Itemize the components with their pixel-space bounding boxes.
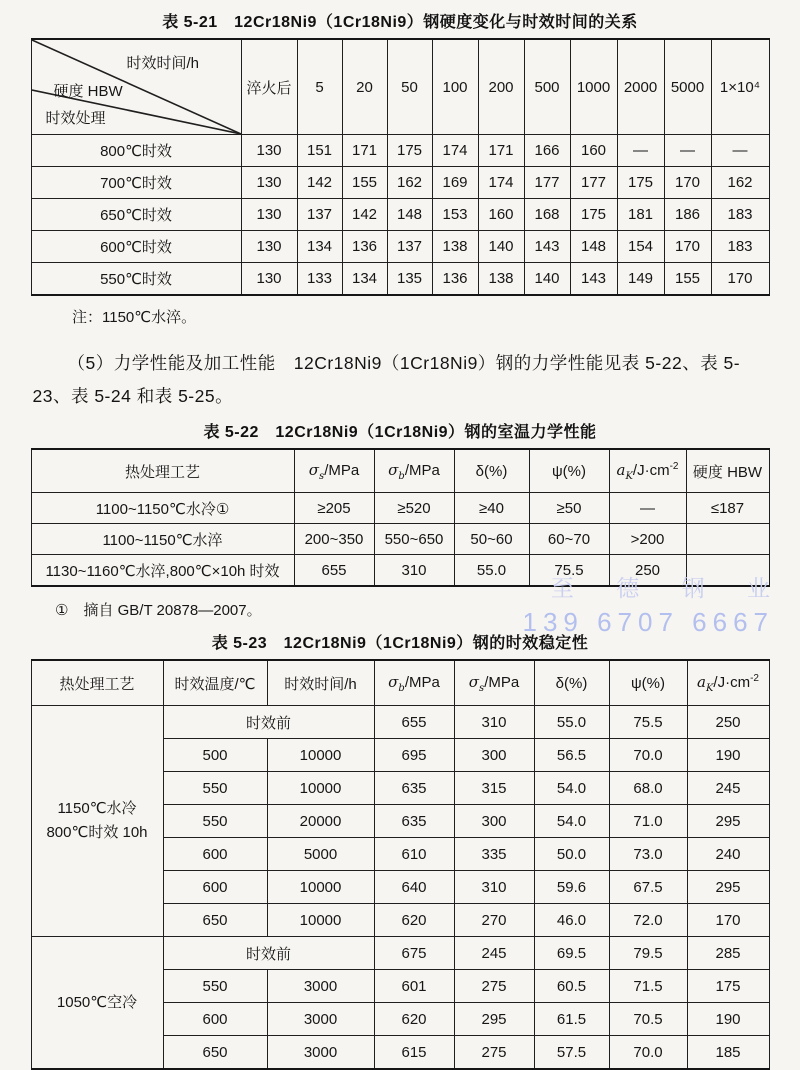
symbol-superscript: -2 [750, 672, 759, 684]
column-header: 2000 [617, 39, 664, 135]
column-header: 20 [342, 39, 387, 135]
table-cell: 160 [478, 199, 524, 231]
table-cell: 142 [342, 199, 387, 231]
column-header: 1×10⁴ [711, 39, 769, 135]
symbol-subscript: b [398, 470, 405, 482]
column-header: $\sigma_s$/MPa [294, 449, 374, 493]
table-row [31, 263, 769, 296]
table-cell: 240 [687, 838, 769, 871]
row-label: 1130~1160℃水淬,800℃×10h 时效 [31, 555, 294, 587]
table-cell: 10000 [267, 871, 374, 904]
table-cell: 10000 [267, 772, 374, 805]
row-label: 1100~1150℃水冷① [31, 493, 294, 524]
table-cell: 138 [478, 263, 524, 296]
column-header: $a_K/J\cdot cm^{-2}$ [609, 449, 686, 493]
table-cell: 75.5 [529, 555, 609, 587]
table-cell: 695 [374, 739, 454, 772]
row-label: 650℃时效 [31, 199, 241, 231]
group-label-line: 800℃时效 10h [46, 824, 148, 841]
table-cell: 171 [478, 135, 524, 167]
table-cell: 550 [163, 772, 267, 805]
table-cell: 70.0 [609, 739, 687, 772]
table-cell: ≥40 [454, 493, 529, 524]
symbol-subscript: s [319, 470, 325, 482]
table-cell: 160 [570, 135, 617, 167]
symbol: a [696, 672, 706, 691]
table-cell: 655 [294, 555, 374, 587]
table-row [31, 524, 769, 555]
table-cell: 130 [241, 135, 297, 167]
table-cell: 250 [687, 706, 769, 739]
table-cell: 59.6 [534, 871, 609, 904]
column-header: 热处理工艺 [31, 449, 294, 493]
table-cell: 640 [374, 871, 454, 904]
table-cell: 295 [687, 871, 769, 904]
table-cell: 600 [163, 838, 267, 871]
table-cell: 3000 [267, 1003, 374, 1036]
group-label-line: 1050℃空冷 [56, 993, 138, 1011]
symbol-subscript: K [705, 682, 714, 694]
table-cell: 169 [432, 167, 478, 199]
body-paragraph: （5）力学性能及加工性能 12Cr18Ni9（1Cr18Ni9）钢的力学性能见表 5-22、表 5-23、表 5-24 和表 5-25。 [32, 353, 741, 406]
table-cell: 148 [570, 231, 617, 263]
table-cell: 143 [524, 231, 570, 263]
table-cell: 162 [711, 167, 769, 199]
table-cell: 55.0 [454, 555, 529, 587]
table-cell: 155 [342, 167, 387, 199]
table-5-22-footnote: ① 摘自 GB/T 20878—2007。 [55, 602, 262, 619]
header-row [31, 39, 769, 135]
table-cell: 137 [297, 199, 342, 231]
column-header: 时效温度/℃ [163, 660, 267, 706]
table-cell: 57.5 [534, 1036, 609, 1070]
table-5-21 [31, 38, 770, 296]
table-cell: 601 [374, 970, 454, 1003]
table-cell: 142 [297, 167, 342, 199]
merged-cell: 时效前 [163, 937, 374, 970]
table-cell: 130 [241, 263, 297, 296]
table-cell: 635 [374, 772, 454, 805]
symbol-subscript: b [398, 682, 405, 694]
column-header: 淬火后 [241, 39, 297, 135]
table-5-21-title: 表 5-21 12Cr18Ni9（1Cr18Ni9）钢硬度变化与时效时间的关系 [162, 14, 638, 31]
table-cell: 650 [163, 904, 267, 937]
table-cell: 162 [387, 167, 432, 199]
table-cell: 130 [241, 231, 297, 263]
corner-label-hardness: 硬度 HBW [53, 83, 123, 100]
table-cell: 55.0 [534, 706, 609, 739]
table-cell: 250 [609, 555, 686, 587]
table-cell: 75.5 [609, 706, 687, 739]
table-row [31, 555, 769, 587]
table-cell: 133 [297, 263, 342, 296]
table-cell: 177 [524, 167, 570, 199]
table-cell: 310 [454, 871, 534, 904]
table-cell: 148 [387, 199, 432, 231]
table-cell: 168 [524, 199, 570, 231]
column-header: 5 [297, 39, 342, 135]
column-header: 200 [478, 39, 524, 135]
table-cell: 140 [478, 231, 524, 263]
table-cell: 20000 [267, 805, 374, 838]
table-cell: 136 [342, 231, 387, 263]
table-5-22 [31, 448, 770, 587]
table-cell: 650 [163, 1036, 267, 1070]
table-cell [686, 555, 769, 587]
merged-cell: 时效前 [163, 706, 374, 739]
table-cell: 183 [711, 199, 769, 231]
symbol: a [616, 460, 626, 479]
table-cell: 170 [664, 231, 711, 263]
column-header: ψ(%) [609, 660, 687, 706]
table-cell: 154 [617, 231, 664, 263]
symbol: σ [388, 672, 399, 691]
table-cell: 270 [454, 904, 534, 937]
table-cell: 134 [342, 263, 387, 296]
table-cell: 171 [342, 135, 387, 167]
group-label [31, 706, 163, 937]
table-cell: ≥205 [294, 493, 374, 524]
table-cell: ≥50 [529, 493, 609, 524]
table-cell: 46.0 [534, 904, 609, 937]
table-cell: 71.0 [609, 805, 687, 838]
table-cell: 175 [570, 199, 617, 231]
table-cell: ≥520 [374, 493, 454, 524]
table-cell: 79.5 [609, 937, 687, 970]
table-cell: 200~350 [294, 524, 374, 555]
table-cell: 69.5 [534, 937, 609, 970]
table-cell: 275 [454, 970, 534, 1003]
table-cell: 550~650 [374, 524, 454, 555]
table-cell: 175 [617, 167, 664, 199]
group-label [31, 937, 163, 1070]
table-5-23-title: 表 5-23 12Cr18Ni9（1Cr18Ni9）钢的时效稳定性 [211, 635, 589, 652]
table-cell: 181 [617, 199, 664, 231]
table-cell: 137 [387, 231, 432, 263]
table-cell: 71.5 [609, 970, 687, 1003]
diagonal-header-cell [31, 39, 241, 135]
table-cell: 190 [687, 739, 769, 772]
table-cell: 153 [432, 199, 478, 231]
table-cell: 245 [687, 772, 769, 805]
table-5-23 [31, 659, 770, 1070]
corner-label-aging-time: 时效时间/h [126, 55, 200, 72]
column-header: ψ(%) [529, 449, 609, 493]
table-cell: 295 [454, 1003, 534, 1036]
table-cell: 61.5 [534, 1003, 609, 1036]
symbol: σ [308, 460, 320, 479]
table-cell: 56.5 [534, 739, 609, 772]
table-cell: 151 [297, 135, 342, 167]
table-cell: 130 [241, 167, 297, 199]
table-cell: 310 [454, 706, 534, 739]
table-cell: 70.5 [609, 1003, 687, 1036]
table-cell: 177 [570, 167, 617, 199]
table-cell: 285 [687, 937, 769, 970]
symbol-subscript: s [479, 682, 485, 694]
table-cell: 675 [374, 937, 454, 970]
table-cell: 620 [374, 1003, 454, 1036]
table-cell: 10000 [267, 739, 374, 772]
symbol-superscript: -2 [669, 460, 679, 472]
symbol: σ [468, 672, 480, 691]
table-row [31, 231, 769, 263]
table-cell: 300 [454, 805, 534, 838]
symbol-subscript: K [625, 470, 633, 482]
table-5-21-note: 注：1150℃水淬。 [72, 309, 197, 326]
table-cell: 130 [241, 199, 297, 231]
table-row [31, 199, 769, 231]
table-cell: 140 [524, 263, 570, 296]
table-cell: 3000 [267, 970, 374, 1003]
table-cell: 70.0 [609, 1036, 687, 1070]
column-header: 50 [387, 39, 432, 135]
table-cell: 170 [711, 263, 769, 296]
table-cell: 635 [374, 805, 454, 838]
group-label-line: 1150℃水冷 [57, 800, 137, 817]
table-cell: 149 [617, 263, 664, 296]
table-cell: 295 [687, 805, 769, 838]
column-header: 5000 [664, 39, 711, 135]
table-cell: 275 [454, 1036, 534, 1070]
table-cell: 60~70 [529, 524, 609, 555]
column-header: 100 [432, 39, 478, 135]
row-label: 600℃时效 [31, 231, 241, 263]
watermark-phone: 139 6707 6667 [522, 607, 774, 637]
table-cell: 3000 [267, 1036, 374, 1070]
table-cell: 174 [478, 167, 524, 199]
table-cell: 54.0 [534, 772, 609, 805]
table-cell: — [609, 493, 686, 524]
table-cell: 166 [524, 135, 570, 167]
table-cell: — [664, 135, 711, 167]
column-header: $\sigma_b$/MPa [374, 660, 454, 706]
column-header: 500 [524, 39, 570, 135]
corner-label-treatment: 时效处理 [45, 110, 106, 127]
table-cell: 5000 [267, 838, 374, 871]
row-label: 1100~1150℃水淬 [31, 524, 294, 555]
table-row [31, 937, 769, 970]
table-row [31, 167, 769, 199]
table-row [31, 135, 769, 167]
table-cell: 175 [387, 135, 432, 167]
watermark-company: 至 德 钢 业 [550, 575, 788, 601]
table-cell: 600 [163, 871, 267, 904]
header-row [31, 660, 769, 706]
table-cell: 72.0 [609, 904, 687, 937]
column-header: 硬度 HBW [686, 449, 769, 493]
table-cell: 550 [163, 970, 267, 1003]
column-header: $\sigma_s$/MPa [454, 660, 534, 706]
table-cell: 335 [454, 838, 534, 871]
column-header: 1000 [570, 39, 617, 135]
table-cell: — [711, 135, 769, 167]
table-cell: 10000 [267, 904, 374, 937]
column-header: δ(%) [534, 660, 609, 706]
table-5-22-title: 表 5-22 12Cr18Ni9（1Cr18Ni9）钢的室温力学性能 [203, 424, 597, 441]
table-cell: 60.5 [534, 970, 609, 1003]
table-cell: 50~60 [454, 524, 529, 555]
table-cell: 615 [374, 1036, 454, 1070]
row-label: 800℃时效 [31, 135, 241, 167]
column-header: δ(%) [454, 449, 529, 493]
table-cell: 134 [297, 231, 342, 263]
table-cell: — [617, 135, 664, 167]
table-cell: 610 [374, 838, 454, 871]
table-cell: 620 [374, 904, 454, 937]
table-cell: 186 [664, 199, 711, 231]
table-cell: ≤187 [686, 493, 769, 524]
table-cell: 185 [687, 1036, 769, 1070]
table-row [31, 493, 769, 524]
row-label: 700℃时效 [31, 167, 241, 199]
table-cell: 174 [432, 135, 478, 167]
table-cell: 300 [454, 739, 534, 772]
column-header: $a_K/J\cdot cm^{-2}$ [687, 660, 769, 706]
table-cell: 183 [711, 231, 769, 263]
table-cell: 550 [163, 805, 267, 838]
table-cell: 310 [374, 555, 454, 587]
table-cell [686, 524, 769, 555]
table-cell: 155 [664, 263, 711, 296]
table-cell: 138 [432, 231, 478, 263]
column-header: $\sigma_b$/MPa [374, 449, 454, 493]
table-cell: 315 [454, 772, 534, 805]
table-cell: 170 [687, 904, 769, 937]
table-row [31, 706, 769, 739]
table-cell: 68.0 [609, 772, 687, 805]
column-header: 热处理工艺 [31, 660, 163, 706]
table-cell: >200 [609, 524, 686, 555]
symbol: σ [388, 460, 399, 479]
table-cell: 170 [664, 167, 711, 199]
table-cell: 67.5 [609, 871, 687, 904]
table-cell: 190 [687, 1003, 769, 1036]
header-row [31, 449, 769, 493]
column-header: 时效时间/h [267, 660, 374, 706]
table-cell: 73.0 [609, 838, 687, 871]
table-cell: 54.0 [534, 805, 609, 838]
table-cell: 245 [454, 937, 534, 970]
table-cell: 655 [374, 706, 454, 739]
table-cell: 136 [432, 263, 478, 296]
table-cell: 500 [163, 739, 267, 772]
table-cell: 135 [387, 263, 432, 296]
row-label: 550℃时效 [31, 263, 241, 296]
table-cell: 175 [687, 970, 769, 1003]
table-cell: 50.0 [534, 838, 609, 871]
table-cell: 600 [163, 1003, 267, 1036]
table-cell: 143 [570, 263, 617, 296]
